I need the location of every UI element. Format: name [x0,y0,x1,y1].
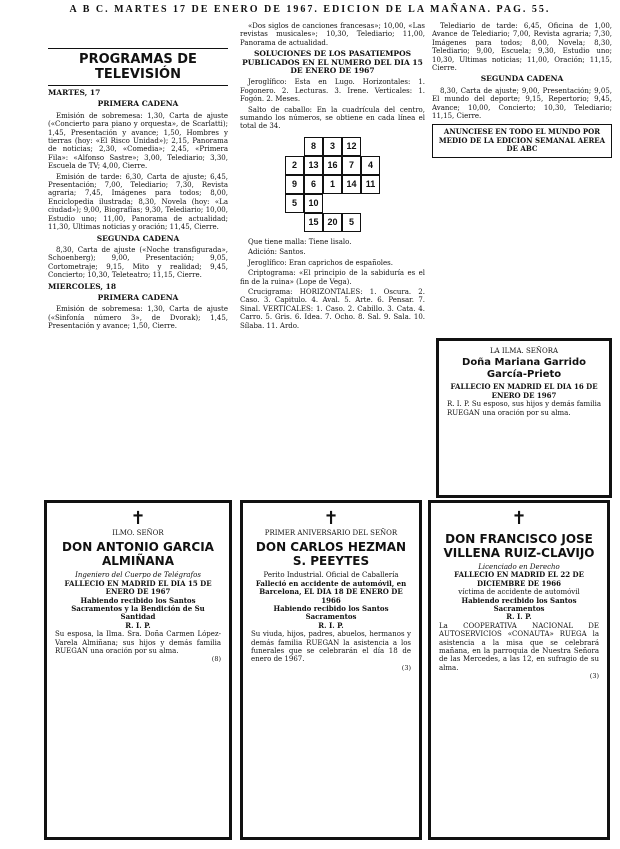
grid-cell: 5 [285,194,304,213]
obituary-text: Su esposa, la Ilma. Sra. Doña Carmen López-Varela Almiñana; sus hijos y demás familia RUEGAN una oración por su alma. [55,630,221,656]
obituary-date: FALLECIO EN MADRID EL DIA 16 DE ENERO DE 1967 [450,382,598,400]
obituary-pre: LA ILMA. SEÑORA [489,347,559,355]
obituary-name: DON ANTONIO GARCIA ALMIÑANA [62,540,214,569]
obituary-name: DON CARLOS HEZMAN S. PEEYTES [255,540,407,569]
obituary-text: R. I. P. Su esposo, sus hijos y demás familia RUEGAN una oración por su alma. [447,400,601,417]
cross-icon: ✝ [511,508,527,529]
program-paragraph: 8,30, Carta de ajuste («Noche transfigurada», Schoenberg); 9,00, Presentación; 9,05, Cortometraje; 9,15, Mito y realidad; 9,45, Concierto; 10,30, Teleteatro; 11,15, Cierre. [48,245,228,280]
channel-heading: SEGUNDA CADENA [96,233,180,243]
grid-cell: 11 [361,175,380,194]
grid-cell: 2 [285,156,304,175]
day-heading: MIERCOLES, 18 [48,281,117,291]
program-paragraph: Telediario de tarde: 6,45, Oficina de 1,00, Avance de Telediario; 7,00, Revista agraria; 7,30, Imágenes para todos; 8,00, Novela; 8,30, Telediario; 9,00, Escuela; 9,30, Estudio uno; 10,30, Ultimas noticias; 11,00, Oración; 11,15, Cierre. [432,22,612,73]
obituary-sacraments: Habiendo recibido los Santos Sacramentos [461,595,577,614]
obituary-name: DON FRANCISCO JOSE VILLENA RUIZ-CLAVIJO [443,532,595,560]
obituary-rip: R. I. P. [125,620,151,630]
grid-cell: 1 [323,175,342,194]
tv-programs-title: PROGRAMAS DE TELEVISIÓN [48,48,228,86]
obituary-date: Falleció en accidente de automóvil, en Barcelona, EL DIA 18 DE ENERO DE 1966 [255,578,407,605]
obituary-pre: PRIMER ANIVERSARIO DEL SEÑOR [264,529,398,537]
obituary-sacraments: Habiendo recibido los Santos Sacramentos y la Bendición de Su Santidad [71,595,205,622]
grid-cell: 4 [361,156,380,175]
grid-cell: 14 [342,175,361,194]
solution-paragraph: Jeroglífico: Eran caprichos de españoles. [248,258,393,267]
grid-cell [285,213,304,232]
obituary-hezman [240,500,422,840]
obituary-ref: (3) [589,672,599,681]
obituary-sacraments: Habiendo recibido los Santos Sacramentos [273,604,389,622]
channel-heading: PRIMERA CADENA [97,99,179,109]
channel-heading: SEGUNDA CADENA [480,74,564,84]
column-tv-continued [432,22,612,332]
channel-heading: PRIMERA CADENA [97,292,179,302]
obituary-pre: ILMO. SEÑOR [112,529,164,537]
solution-paragraph: Que tiene malla: Tiene lisalo. [248,237,352,246]
solution-paragraph: Salto de caballo: En la cuadrícula del centro, sumando los números, se obtiene en cada línea el total de 34. [240,105,425,131]
grid-cell: 9 [285,175,304,194]
obituary-garcia-almiñana [44,500,232,840]
grid-cell: 20 [323,213,342,232]
grid-cell [342,194,361,213]
obituary-ref: (3) [401,663,411,672]
number-grid [285,137,380,232]
grid-cell: 6 [304,175,323,194]
solution-paragraph: Adición: Santos. [248,248,306,257]
obituary-role: Perito Industrial. Oficial de Caballería [263,571,399,580]
grid-cell [361,213,380,232]
column-puzzles [240,22,425,497]
obituary-rip: R. I. P. [506,612,532,622]
cross-icon: ✝ [130,508,146,529]
cross-icon: ✝ [323,508,339,529]
program-paragraph: Emisión de sobremesa: 1,30, Carta de ajuste («Sinfonía número 3», de Dvorak); 1,45, Presentación y avance; 1,50, Cierre. [48,305,228,331]
grid-cell: 16 [323,156,342,175]
grid-cell: 15 [304,213,323,232]
grid-cell [323,194,342,213]
obituary-garrido [436,338,612,498]
solution-paragraph: Jeroglífico: Esta en Lugo. Horizontales: 1. Fogonero. 2. Lecturas. 3. Irene. Verticales: 1. Fogón. 2. Meses. [240,78,425,104]
program-paragraph: 8,30, Carta de ajuste; 9,00, Presentación; 9,05, El mundo del deporte; 9,15, Repertorio; 9,45, Avance; 10,00, Concierto; 10,30, Telediario; 11,15, Cierre. [432,86,612,121]
obituary-date: FALLECIO EN MADRID EL DIA 15 DE ENERO DE 1967 [64,578,212,597]
obituary-role: Ingeniero del Cuerpo de Telégrafos [75,571,201,580]
column-tv-programs [48,48,228,493]
grid-cell: 12 [342,137,361,156]
obituary-rip: R. I. P. [318,620,344,630]
grid-cell [361,137,380,156]
obituary-date: FALLECIO EN MADRID EL 22 DE DICIEMBRE DE 1966 [454,570,584,588]
day-heading: MARTES, 17 [48,88,101,97]
solution-paragraph: Crucigrama: HORIZONTALES: 1. Oscura. 2. Caso. 3. Capitulo. 4. Aval. 5. Arte. 6. Pensar. 7. Sinal. VERTICALES: 1. Caso. 2. Cabillo. 3. Cata. 4. Carro. 5. Gris. 6. Idea. 7. Ocho. 8. Sal. 9. Sala. 10. Sílaba. 11. Ardo. [240,287,425,330]
advert-box: ANUNCIESE EN TODO EL MUNDO POR MEDIO DE LA EDICION SEMANAL AEREA DE ABC [432,124,612,158]
grid-cell [361,194,380,213]
obituary-text: La COOPERATIVA NACIONAL DE AUTOSERVICIOS «CONAUTA» RUEGA la asistencia a la misa que se celebrará mañana, en la parroquia de Nuestra Señora de las Mercedes, a las 12, en sufragio de su alma. [439,621,599,672]
grid-cell: 13 [304,156,323,175]
program-paragraph: Emisión de sobremesa: 1,30, Carta de ajuste («Concierto para piano y orquesta», de Scarlatti); 1,45, Presentación y avance; 1,50, Hombres y tierras (hoy: «El Risco Unidad»); 2,15, Panorama de noticias; 2,30, «Comedia»; 2,45, «Primera Fila»: «Alfonso Sastre»; 3,00, Telediario; 3,30, Escuela de TV; 4,00, Cierre. [48,111,228,171]
obituary-villena [428,500,610,840]
grid-cell: 8 [304,137,323,156]
program-paragraph: Emisión de tarde: 6,30, Carta de ajuste; 6,45, Presentación; 7,00, Telediario; 7,30, Revista agraria; 7,45, Imágenes para todos; 8,00, Enciclopedia ilustrada; 8,30, Novela (hoy: «La ciudad»); 9,00, Biografías; 9,30, Telediario; 10,00, Estudio uno; 11,00, Panorama de actualidad; 11,30, Ultimas noticias y oración; 11,45, Cierre. [48,172,228,232]
obituary-role: Licenciado en Derecho [478,563,560,571]
grid-cell: 5 [342,213,361,232]
obituary-name: Doña Mariana Garrido García-Prieto [462,357,586,381]
solution-paragraph: Criptograma: «El principio de la sabiduría es el fin de la ruina» (Lope de Vega). [240,269,425,286]
obituary-ref: (8) [211,655,221,664]
grid-cell [285,137,304,156]
obituary-cause: víctima de accidente de automóvil [458,588,580,597]
grid-cell: 3 [323,137,342,156]
program-paragraph: «Dos siglos de canciones francesas»; 10,00, «Las revistas musicales»; 10,30, Telediario; 11,00, Panorama de actualidad. [240,22,425,47]
obituary-text: Su viuda, hijos, padres, abuelos, hermanos y demás familia RUEGAN la asistencia a los funerales que se celebrarán el día 18 de enero de 1967. [251,630,411,664]
grid-cell: 10 [304,194,323,213]
solutions-heading: SOLUCIONES DE LOS PASATIEMPOS PUBLICADOS EN EL NUMERO DEL DIA 15 DE ENERO DE 1967 [242,49,423,76]
page-header: A B C. MARTES 17 DE ENERO DE 1967. EDICION DE LA MAÑANA. PAG. 55. [69,4,551,15]
grid-cell: 7 [342,156,361,175]
